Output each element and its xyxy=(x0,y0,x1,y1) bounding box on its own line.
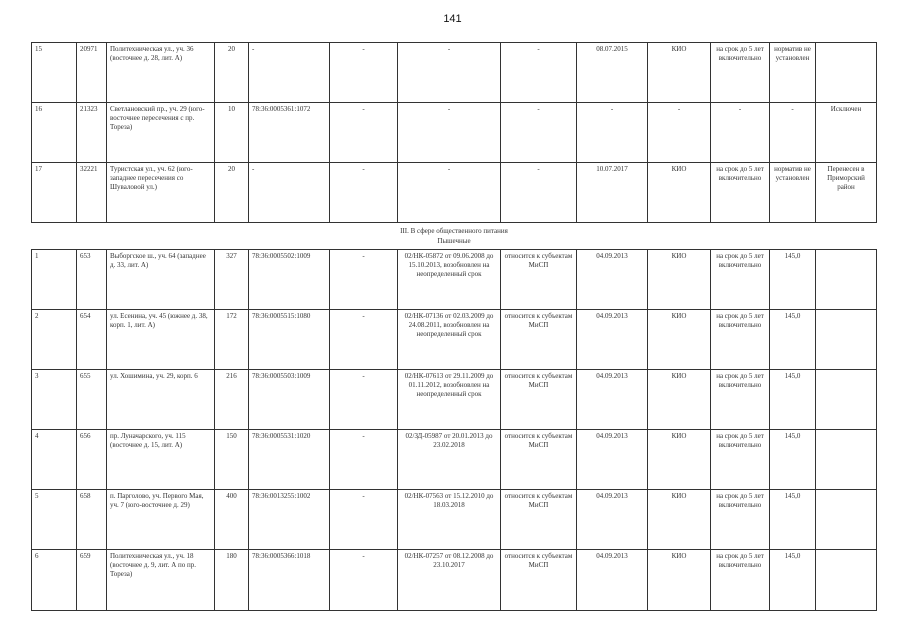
table-row xyxy=(32,310,877,370)
cell-smb-status: относится к субъектам МиСП xyxy=(501,370,577,430)
cell-number: 5 xyxy=(32,490,77,550)
cell-address: ул. Есенина, уч. 45 (южнее д. 38, корп. 1, лит. А) xyxy=(107,310,215,370)
cell-number: 3 xyxy=(32,370,77,430)
cell-smb-status: - xyxy=(501,103,577,163)
table-row xyxy=(32,43,877,103)
cell-number: 2 xyxy=(32,310,77,370)
cell-smb-status: относится к субъектам МиСП xyxy=(501,550,577,611)
cell-area: 20 xyxy=(215,163,249,223)
cell-term: на срок до 5 лет включительно xyxy=(711,490,770,550)
cell-area: 400 xyxy=(215,490,249,550)
cell-address: пр. Луначарского, уч. 115 (восточнее д. 15, лит. А) xyxy=(107,430,215,490)
cell-area: 180 xyxy=(215,550,249,611)
cell-col5: - xyxy=(330,430,398,490)
cell-area: 216 xyxy=(215,370,249,430)
cell-code: 656 xyxy=(77,430,107,490)
cell-term: на срок до 5 лет включительно xyxy=(711,550,770,611)
cell-term: на срок до 5 лет включительно xyxy=(711,370,770,430)
cell-address: Политехническая ул., уч. 36 (восточнее д. 28, лит. А) xyxy=(107,43,215,103)
cell-smb-status: относится к субъектам МиСП xyxy=(501,250,577,310)
cell-cadastre: 78:36:0005503:1009 xyxy=(249,370,330,430)
cell-norm: 145,0 xyxy=(770,490,816,550)
cell-address: п. Парголово, уч. Первого Мая, уч. 7 (юго-восточнее д. 29) xyxy=(107,490,215,550)
table-row xyxy=(32,430,877,490)
cell-code: 653 xyxy=(77,250,107,310)
cell-code: 32221 xyxy=(77,163,107,223)
section-title: III. В сфере общественного питания xyxy=(400,227,508,235)
cell-note: Перенесен в Приморский район xyxy=(816,163,877,223)
table-row xyxy=(32,370,877,430)
cell-code: 659 xyxy=(77,550,107,611)
cell-norm: 145,0 xyxy=(770,250,816,310)
cell-organization: КИО xyxy=(648,550,711,611)
cell-smb-status: относится к субъектам МиСП xyxy=(501,490,577,550)
cell-contract: 02/НК-07613 от 29.11.2009 до 01.11.2012, возобновлен на неопределенный срок xyxy=(398,370,501,430)
cell-organization: КИО xyxy=(648,163,711,223)
cell-cadastre: 78:36:0005366:1018 xyxy=(249,550,330,611)
cell-col5: - xyxy=(330,103,398,163)
cell-date: 04.09.2013 xyxy=(577,550,648,611)
cell-note xyxy=(816,430,877,490)
cell-area: 10 xyxy=(215,103,249,163)
cell-area: 150 xyxy=(215,430,249,490)
cell-contract: - xyxy=(398,43,501,103)
cell-col5: - xyxy=(330,310,398,370)
cell-address: Туристская ул., уч. 62 (юго-западнее пересечения со Шуваловой ул.) xyxy=(107,163,215,223)
cell-norm: 145,0 xyxy=(770,310,816,370)
cell-organization: КИО xyxy=(648,490,711,550)
cell-cadastre: 78:36:0005502:1009 xyxy=(249,250,330,310)
page-number: 141 xyxy=(443,13,462,25)
cell-norm: 145,0 xyxy=(770,430,816,490)
cell-organization: КИО xyxy=(648,250,711,310)
cell-note xyxy=(816,43,877,103)
table-row xyxy=(32,490,877,550)
cell-smb-status: - xyxy=(501,43,577,103)
cell-note xyxy=(816,250,877,310)
cell-contract: 02/ЗД-05987 от 20.01.2013 до 23.02.2018 xyxy=(398,430,501,490)
cell-cadastre: 78:36:0005515:1080 xyxy=(249,310,330,370)
cell-contract: 02/НК-07136 от 02.03.2009 до 24.08.2011, возобновлен на неопределенный срок xyxy=(398,310,501,370)
cell-date: 04.09.2013 xyxy=(577,490,648,550)
cell-date: 10.07.2017 xyxy=(577,163,648,223)
cell-organization: КИО xyxy=(648,310,711,370)
cell-date: 04.09.2013 xyxy=(577,430,648,490)
cell-note xyxy=(816,550,877,611)
cell-term: на срок до 5 лет включительно xyxy=(711,43,770,103)
cell-col5: - xyxy=(330,250,398,310)
cell-cadastre: - xyxy=(249,43,330,103)
cell-code: 21323 xyxy=(77,103,107,163)
cell-code: 20971 xyxy=(77,43,107,103)
cell-area: 172 xyxy=(215,310,249,370)
cell-number: 16 xyxy=(32,103,77,163)
cell-organization: КИО xyxy=(648,43,711,103)
cell-organization: КИО xyxy=(648,370,711,430)
cell-term: на срок до 5 лет включительно xyxy=(711,163,770,223)
section-header xyxy=(32,223,877,250)
cell-code: 658 xyxy=(77,490,107,550)
cell-cadastre: - xyxy=(249,163,330,223)
cell-number: 6 xyxy=(32,550,77,611)
table-body-after xyxy=(32,250,877,611)
cell-address: Светлановский пр., уч. 29 (юго-восточнее пересечения с пр. Тореза) xyxy=(107,103,215,163)
cell-col5: - xyxy=(330,163,398,223)
cell-note: Исключен xyxy=(816,103,877,163)
cell-smb-status: относится к субъектам МиСП xyxy=(501,430,577,490)
cell-code: 655 xyxy=(77,370,107,430)
cell-code: 654 xyxy=(77,310,107,370)
cell-area: 20 xyxy=(215,43,249,103)
cell-organization: - xyxy=(648,103,711,163)
cell-smb-status: - xyxy=(501,163,577,223)
cell-organization: КИО xyxy=(648,430,711,490)
cell-note xyxy=(816,370,877,430)
cell-cadastre: 78:36:0005361:1072 xyxy=(249,103,330,163)
cell-number: 1 xyxy=(32,250,77,310)
cell-number: 15 xyxy=(32,43,77,103)
cell-col5: - xyxy=(330,370,398,430)
cell-term: на срок до 5 лет включительно xyxy=(711,430,770,490)
table-row xyxy=(32,103,877,163)
cell-cadastre: 78:36:0013255:1002 xyxy=(249,490,330,550)
table-row xyxy=(32,550,877,611)
cell-number: 4 xyxy=(32,430,77,490)
cell-date: 04.09.2013 xyxy=(577,370,648,430)
cell-norm: норматив не установлен xyxy=(770,163,816,223)
cell-address: ул. Хошимина, уч. 29, корп. 6 xyxy=(107,370,215,430)
cell-number: 17 xyxy=(32,163,77,223)
cell-contract: 02/НК-07563 от 15.12.2010 до 18.03.2018 xyxy=(398,490,501,550)
cell-date: 08.07.2015 xyxy=(577,43,648,103)
cell-norm: 145,0 xyxy=(770,370,816,430)
cell-note xyxy=(816,490,877,550)
table-body-before xyxy=(32,43,877,223)
table-row xyxy=(32,163,877,223)
cell-date: - xyxy=(577,103,648,163)
cell-cadastre: 78:36:0005531:1020 xyxy=(249,430,330,490)
cell-address: Политехническая ул., уч. 18 (восточнее д. 9, лит. А по пр. Тореза) xyxy=(107,550,215,611)
cell-norm: - xyxy=(770,103,816,163)
cell-contract: - xyxy=(398,163,501,223)
section-subtitle: Пышечные xyxy=(437,237,471,245)
registry-table xyxy=(31,42,877,611)
cell-area: 327 xyxy=(215,250,249,310)
cell-smb-status: относится к субъектам МиСП xyxy=(501,310,577,370)
cell-contract: - xyxy=(398,103,501,163)
cell-contract: 02/НК-07257 от 08.12.2008 до 23.10.2017 xyxy=(398,550,501,611)
cell-note xyxy=(816,310,877,370)
cell-norm: норматив не установлен xyxy=(770,43,816,103)
cell-term: на срок до 5 лет включительно xyxy=(711,250,770,310)
cell-col5: - xyxy=(330,550,398,611)
table-row xyxy=(32,250,877,310)
cell-date: 04.09.2013 xyxy=(577,250,648,310)
cell-col5: - xyxy=(330,43,398,103)
cell-col5: - xyxy=(330,490,398,550)
cell-date: 04.09.2013 xyxy=(577,310,648,370)
cell-contract: 02/НК-05872 от 09.06.2008 до 15.10.2013, возобновлен на неопределенный срок xyxy=(398,250,501,310)
cell-norm: 145,0 xyxy=(770,550,816,611)
cell-term: на срок до 5 лет включительно xyxy=(711,310,770,370)
cell-term: - xyxy=(711,103,770,163)
cell-address: Выборгское ш., уч. 64 (западнее д. 33, лит. А) xyxy=(107,250,215,310)
